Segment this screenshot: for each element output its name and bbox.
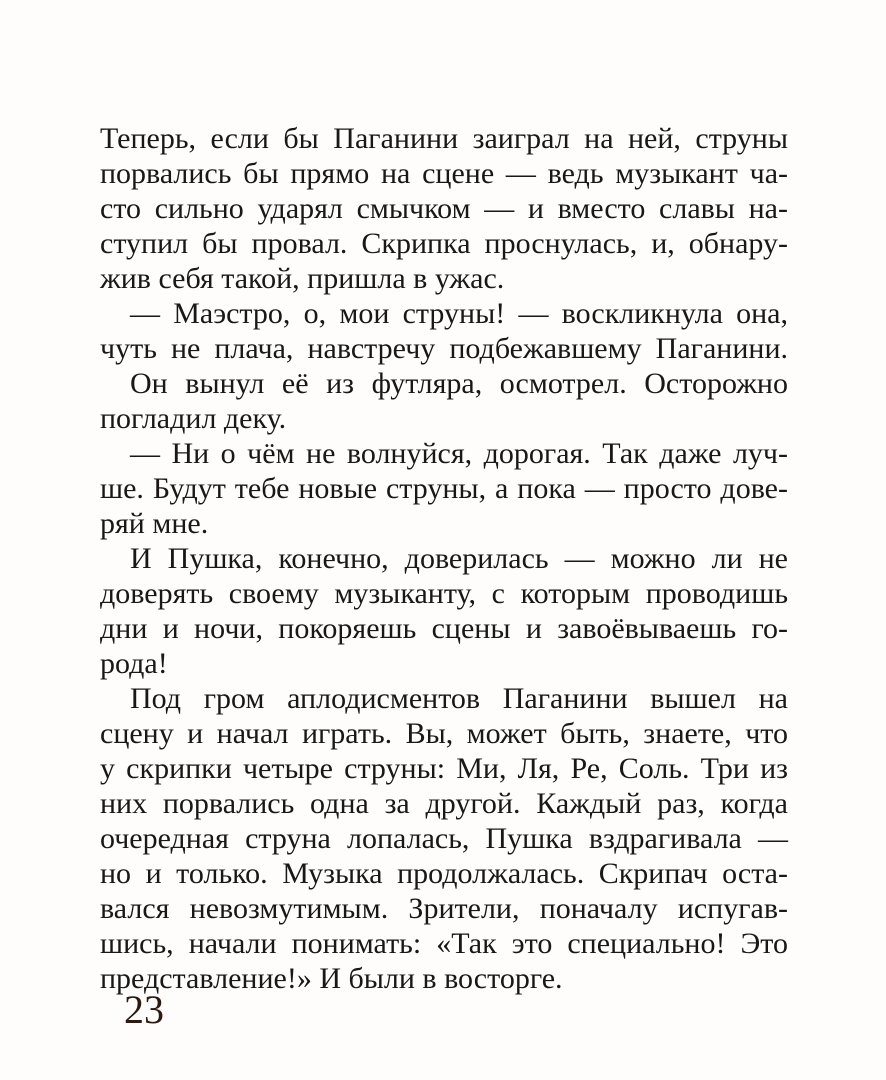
body-text [100,121,788,996]
text-line: — Ни о чём не волнуйся, дорогая. Так даже луч- [130,437,788,470]
text-line: ступил бы провал. Скрипка проснулась, и, обнару- [100,227,788,260]
text-line: погладил деку. [100,402,287,435]
text-line: них порвались одна за другой. Каждый раз, когда [100,787,788,820]
text-line: вался невозмутимым. Зрители, поначалу испугав- [100,892,788,925]
text-line: рода! [100,647,168,680]
text-line: порвались бы прямо на сцене — ведь музыкант ча- [100,157,788,190]
text-line: Под гром аплодисментов Паганини вышел на [130,682,788,715]
page-number: 23 [124,987,164,1032]
text-line: очередная струна лопалась, Пушка вздрагивала — [100,822,788,855]
text-line: ряй мне. [100,507,209,540]
text-line: сто сильно ударял смычком — и вместо славы на- [100,192,788,225]
text-line: у скрипки четыре струны: Ми, Ля, Ре, Соль. Три из [100,752,788,785]
text-line: Он вынул её из футляра, осмотрел. Осторожно [130,367,788,400]
text-line: И Пушка, конечно, доверилась — можно ли не [130,542,788,575]
text-line: но и только. Музыка продолжалась. Скрипач оста- [100,857,788,890]
text-line: жив себя такой, пришла в ужас. [100,262,505,295]
text-line: доверять своему музыканту, с которым проводишь [100,577,788,610]
text-line: сцену и начал играть. Вы, может быть, знаете, что [100,717,788,750]
text-line: — Маэстро, о, мои струны! — воскликнула она, [130,297,788,330]
text-line: ше. Будут тебе новые струны, а пока — просто дове- [100,472,788,505]
text-line: представление!» И были в восторге. [100,962,563,995]
text-line: дни и ночи, покоряешь сцены и завоёвываешь го- [100,612,788,645]
text-line: чуть не плача, навстречу подбежавшему Паганини. [100,332,788,365]
text-line: шись, начали понимать: «Так это специально! Это [100,927,788,960]
text-line: Теперь, если бы Паганини заиграл на ней, струны [100,122,788,155]
